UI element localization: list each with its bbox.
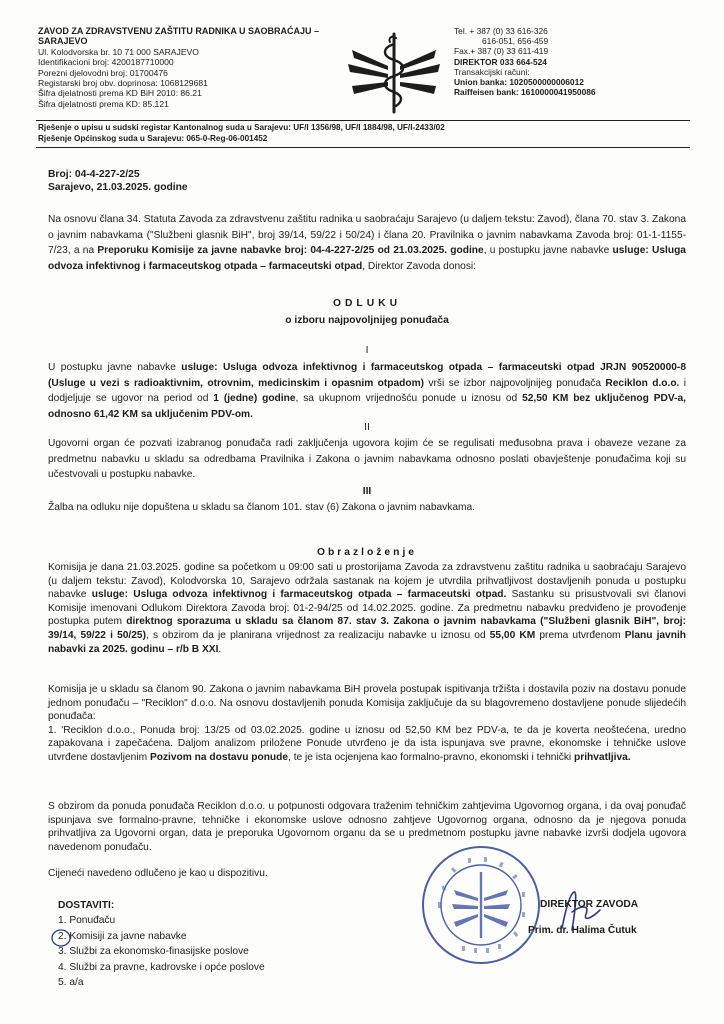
institution-address: Ul. Kolodvorska br. 10 71 000 SARAJEVO <box>38 46 199 57</box>
director-name: Prim. dr. Halima Čutuk <box>528 925 637 936</box>
o2-text-2: 1. 'Reciklon d.o.o., Ponuda broj: 13/25 od 03.02.2025. godine u iznosu od 52,50 KM bez PDV-a, te da je koverta neoštećena, uredno zapakovana i zapečaćena. Daljom analizom priložene Ponude utvrđeno je da ista ispunjava sve pravne, ekonomske i tehničke uslove utvrđene dostavljenim <box>48 724 686 763</box>
phone: Tel. + 387 (0) 33 616-326 <box>454 26 548 36</box>
o2-bold-1: Pozivom na dostavu ponude <box>149 751 289 763</box>
official-stamp <box>418 842 544 968</box>
court-registration: Rješenje o upisu u sudski registar Kantonalnog suda u Sarajevu: UF/I 1356/98, UF/I 1884/98, UF/I-2433/02 <box>38 123 445 132</box>
o1-bold-2: direktnog sporazuma u skladu sa članom 87. stav 3. Zakona o javnim nabavkama ("Službeni glasnik BiH", broj: 39/14, 59/22 i 50/25) <box>48 616 687 641</box>
reasoning-paragraph-1 <box>48 561 686 656</box>
intro-bold-1: Preporuku Komisije za javne nabavke broj: 04-4-227-2/25 od 21.03.2025. godine <box>97 245 484 257</box>
s1-text-1: U postupku javne nabavke <box>48 362 182 373</box>
section-1-paragraph <box>48 360 686 422</box>
document-number: Broj: 04-4-227-2/25 <box>48 169 140 180</box>
accounts-label: Transakcijski računi: <box>454 66 530 77</box>
intro-bold-2: usluge: Usluga odvoza infektivnog i farmaceutskog otpada – farmaceutski otpad <box>48 245 686 272</box>
distribution-item: 3. Službi za ekonomsko-finasijske poslove <box>58 946 249 958</box>
o2-bold-2: prihvatljiva. <box>574 751 631 763</box>
registration-info <box>38 123 445 144</box>
reasoning-paragraph-3: S obzirom da ponuda ponuđača Reciklon d.o.o. u potpunosti odgovara traženim tehničkim zahtjevima Ugovornog organa, i da ovaj ponuđač ispunjava sve formalno-pravne, tehničke i ekonomske uslove odnosno zahtjeve Ugovornog organa, odnosno da je njegova ponuda prihvatljiva za Ugovorni organ, data je preporuka Ugovornom organu da se u predmetnom postupku javne nabavke izvrši dodjela ugovora navedenom ponuđaču. <box>48 801 686 853</box>
institution-name-line2: SARAJEVO <box>38 36 88 47</box>
distribution-item: 4. Službi za pravne, kadrovske i opće poslove <box>58 961 265 973</box>
registration-divider <box>36 147 690 148</box>
s1-bold-4: 52,50 KM bez uključenog PDV-a, odnosno 61,42 KM sa uključenim PDV-om. <box>48 393 686 420</box>
o2-text-3: , te je ista ocjenjena kao formalno-pravno, ekonomski i tehnički <box>288 751 575 763</box>
section-3-paragraph: Žalba na odluku nije dopuštena u skladu sa članom 101. stav (6) Zakona o javnim nabavkama. <box>48 502 475 513</box>
intro-text-1: Na osnovu člana 34. Statuta Zavoda za zdravstvenu zaštitu radnika u saobraćaju Sarajevo (u daljem tekstu: Zavod), člana 70. stav 3. Zakona o javnim nabavkama ("Službeni glasnik BiH", broj 39/14, 59/22 i 50/24) i člana 20. Pravilnika o javnim nabavkama Zavoda broj: 01-1-1155-7/23, a na <box>48 214 686 257</box>
section-2-paragraph: Ugovorni organ će pozvati izabranog ponuđača radi zaključenja ugovora kojim će se regulisati međusobna prava i obaveze vezane za predmetnu nabavku u skladu sa odredbama Pravilnika i Zakona o javnim nabavkama odnosno poslati obavještenje ponuđačima koji su učestvovali u postupku nabavke. <box>48 438 686 481</box>
decision-subtitle: o izboru najpovoljnijeg ponuđača <box>285 315 449 326</box>
municipal-registration: Rješenje Općinskog suda u Sarajevu: 065-0-Reg-06-001452 <box>38 133 268 143</box>
contact-header <box>454 26 684 97</box>
o1-text-2: Sastanku su prisustvovali svi članovi Komisije imenovani Odlukom Direktora Zavoda broj: 01-2-94/25 od 14.02.2025. godine. Za predmetnu nabavku predviđeno je provođenje postupka putem <box>48 589 686 628</box>
identification-number: Identifikacioni broj: 4200187710000 <box>38 57 174 68</box>
o2-offer-item <box>48 724 686 765</box>
o1-text-4: prema utvrđenom <box>535 629 625 641</box>
o2-text-1: Komisija je u skladu sa članom 90. Zakona o javnim nabavkama BiH provela postupak ispitivanja tržišta i dostavila poziv na dostavu ponude jednom ponuđaču – "Reciklon" d.o.o. Na osnovu dostavljenih ponuda Komisija zaključuje da su blagovremeno dostavljene ponude slijedećih ponuđača: <box>48 684 686 723</box>
distribution-item: 5. a/a <box>58 977 84 989</box>
handwritten-circle-mark <box>50 928 72 948</box>
signature-block <box>528 898 639 938</box>
s1-text-3: i dodjeljuje se ugovor na period od <box>48 377 687 405</box>
activity-code: Šifra djelatnosti prema KD: 85.121 <box>38 98 169 109</box>
tax-number: Porezni djelovodni broj: 01700476 <box>38 67 168 78</box>
caduceus-logo <box>344 30 444 116</box>
section-3-number: III <box>362 486 372 497</box>
s1-bold-1: usluge: Usluga odvoza infektivnog i farmaceutskog otpada – farmaceutski otpad JRJN 90520000-8 (Usluge u vezi s radioaktivnim, otrovnim, medicinskim i opasnim otpadom) <box>48 362 686 389</box>
o1-bold-3: 55,00 KM <box>489 629 536 641</box>
header-divider <box>36 120 690 121</box>
director-phone: DIREKTOR 033 664-524 <box>454 56 547 67</box>
activity-code-2010: Šifra djelatnosti prema KD BiH 2010: 86.21 <box>38 88 202 99</box>
reasoning-title: Obrazloženje <box>316 547 418 558</box>
distribution-item: 1. Ponuđaču <box>58 915 116 927</box>
s1-text-4: , sa ukupnom vrijednošću ponude u iznosu od <box>295 393 523 405</box>
document-place-date: Sarajevo, 21.03.2025. godine <box>48 182 188 193</box>
reasoning-paragraph-2 <box>48 683 686 765</box>
document-reference <box>48 168 188 194</box>
registry-number: Registarski broj obv. doprinosa: 1068129681 <box>38 78 208 89</box>
o1-text-3: , s obzirom da je planirana vrijednost za realizaciju nabavke u iznosu od <box>145 629 490 641</box>
intro-text-2: , u postupku javne nabavke <box>483 245 613 257</box>
section-2-number: II <box>364 422 370 433</box>
distribution-list <box>58 898 265 990</box>
section-1-number: I <box>365 345 369 356</box>
o1-bold-1: usluge: Usluga odvoza infektivnog i farmaceutskog otpada – farmaceutski otpad. <box>91 589 507 601</box>
distribution-heading: DOSTAVITI: <box>58 900 115 911</box>
s1-bold-2: Reciklon d.o.o. <box>605 377 680 389</box>
fax: Fax.+ 387 (0) 33 611-419 <box>454 46 549 57</box>
o1-text-1: Komisija je dana 21.03.2025. godine sa početkom u 09:00 sati u prostorijama Zavoda za zdravstvenu zaštitu radnika u saobraćaju Sarajevo (u daljem tekstu: Zavod), Kolodvorska 10, Sarajevo održala sastanak na kojem je utvrdila prihvatljivost dostavljenih ponuda u postupku nabavke <box>48 562 686 601</box>
union-bank-account: Union banka: 1020500000006012 <box>454 77 584 88</box>
phone-alt: 616-051, 656-459 <box>482 36 549 47</box>
raiffeisen-account: Raiffeisen bank: 1610000041950086 <box>454 87 596 98</box>
intro-text-3: , Direktor Zavoda donosi: <box>362 260 477 272</box>
reasoning-paragraph-4: Cijeneći navedeno odlučeno je kao u dispozitivu. <box>48 868 268 879</box>
s1-text-2: vrši se izbor najpovoljnijeg ponuđača <box>424 377 606 389</box>
distribution-item: 2. Komisiji za javne nabavke <box>58 930 187 942</box>
o1-bold-4: Planu javnih nabavki za 2025. godinu – r/b B XXI <box>48 629 687 655</box>
director-role: DIREKTOR ZAVODA <box>540 899 639 910</box>
o1-text-5: . <box>218 643 222 655</box>
intro-paragraph <box>48 212 686 274</box>
s1-bold-3: 1 (jedne) godine <box>213 393 296 405</box>
institution-name-line1: ZAVOD ZA ZDRAVSTVENU ZAŠTITU RADNIKA U SAOBRAĆAJU – <box>38 26 320 36</box>
institution-header <box>38 26 338 109</box>
decision-title: ODLUKU <box>332 298 402 309</box>
